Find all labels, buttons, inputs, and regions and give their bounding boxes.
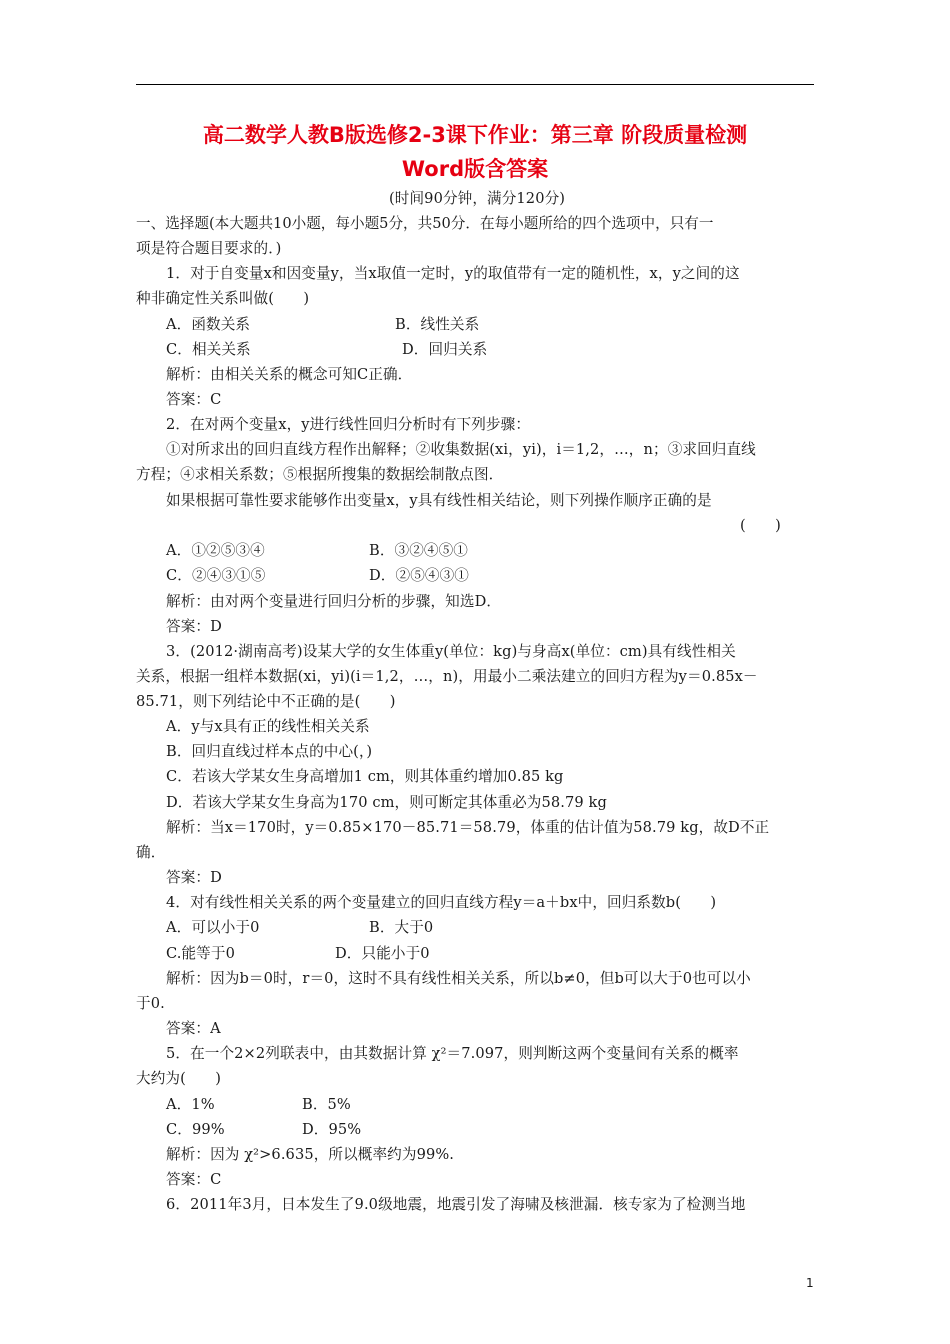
q4-option-b: B．大于0 — [369, 919, 434, 936]
page-number: 1 — [806, 1276, 814, 1290]
q5-option-a: A．1% — [166, 1096, 215, 1113]
q5-analysis: 解析：因为 χ²>6.635，所以概率约为99%. — [166, 1146, 455, 1163]
q3-answer: 答案：D — [166, 869, 222, 886]
q1-stem-line1: 1．对于自变量x和因变量y，当x取值一定时，y的取值带有一定的随机性，x，y之间的这 — [166, 265, 740, 282]
q5-option-b: B．5% — [302, 1096, 351, 1113]
section-intro-line1: 一、选择题(本大题共10小题，每小题5分，共50分．在每小题所给的四个选项中，只有一 — [136, 215, 714, 232]
q3-stem-line2: 关系，根据一组样本数据(xi，yi)(i＝1,2，…，n)，用最小二乘法建立的回归方程为y＝0.85x－ — [136, 668, 758, 685]
q4-option-a: A．可以小于0 — [166, 919, 260, 936]
q3-option-c: C．若该大学某女生身高增加1 cm，则其体重约增加0.85 kg — [166, 768, 564, 785]
q3-stem-line1: 3．(2012·湖南高考)设某大学的女生体重y(单位：kg)与身高x(单位：cm)具有线性相关 — [166, 643, 736, 660]
q2-option-d: D．②⑤④③① — [369, 567, 469, 584]
q4-analysis-line1: 解析：因为b＝0时，r＝0，这时不具有线性相关关系，所以b≠0，但b可以大于0也可以小 — [166, 970, 751, 987]
q4-analysis-line2: 于0. — [136, 995, 165, 1012]
q5-option-c: C．99% — [166, 1121, 225, 1138]
q2-stem-line2: ①对所求出的回归直线方程作出解释；②收集数据(xi，yi)，i＝1,2，…，n；③求回归直线 — [166, 441, 756, 458]
q1-option-c: C．相关关系 — [166, 341, 251, 358]
q3-option-b: B．回归直线过样本点的中心(，) — [166, 743, 373, 760]
q4-stem: 4．对有线性相关关系的两个变量建立的回归直线方程y＝a＋bx中，回归系数b( ) — [166, 894, 717, 911]
q1-analysis: 解析：由相关关系的概念可知C正确． — [166, 366, 413, 383]
q2-answer-bracket: ( ) — [740, 517, 781, 534]
q2-answer: 答案：D — [166, 618, 222, 635]
q5-stem-line1: 5．在一个2×2列联表中，由其数据计算 χ²＝7.097，则判断这两个变量间有关系的概率 — [166, 1045, 739, 1062]
q2-stem-line4: 如果根据可靠性要求能够作出变量x，y具有线性相关结论，则下列操作顺序正确的是 — [166, 492, 712, 509]
q2-analysis: 解析：由对两个变量进行回归分析的步骤，知选D． — [166, 593, 502, 610]
q1-answer: 答案：C — [166, 391, 222, 408]
q2-stem-line1: 2．在对两个变量x，y进行线性回归分析时有下列步骤： — [166, 416, 531, 433]
q2-option-b: B．③②④⑤① — [369, 542, 468, 559]
q1-option-b: B．线性关系 — [395, 316, 480, 333]
document-subtitle: Word版含答案 — [401, 157, 549, 181]
q4-option-c: C.能等于0 — [166, 945, 235, 962]
q5-option-d: D．95% — [302, 1121, 362, 1138]
q2-option-c: C．②④③①⑤ — [166, 567, 266, 584]
q3-option-d: D．若该大学某女生身高为170 cm，则可断定其体重必为58.79 kg — [166, 794, 607, 811]
q4-option-d: D．只能小于0 — [335, 945, 430, 962]
time-note: (时间90分钟，满分120分) — [389, 190, 566, 207]
q3-option-a: A．y与x具有正的线性相关关系 — [166, 718, 370, 735]
q5-answer: 答案：C — [166, 1171, 222, 1188]
q4-answer: 答案：A — [166, 1020, 221, 1037]
q1-stem-line2: 种非确定性关系叫做( ) — [136, 290, 310, 307]
top-rule — [136, 84, 814, 85]
q1-option-d: D．回归关系 — [402, 341, 488, 358]
section-intro-line2: 项是符合题目要求的．) — [136, 240, 282, 257]
q3-analysis-line2: 确． — [136, 844, 166, 861]
q3-analysis-line1: 解析：当x＝170时，y＝0.85×170－85.71＝58.79，体重的估计值为58.79 kg，故D不正 — [166, 819, 770, 836]
q3-stem-line3: 85.71，则下列结论中不正确的是( ) — [136, 693, 396, 710]
q6-stem-line1: 6．2011年3月，日本发生了9.0级地震，地震引发了海啸及核泄漏．核专家为了检测当地 — [166, 1196, 746, 1213]
document-title: 高二数学人教B版选修2-3课下作业：第三章 阶段质量检测 — [202, 123, 748, 147]
q2-stem-line3: 方程；④求相关系数；⑤根据所搜集的数据绘制散点图． — [136, 466, 504, 483]
q5-stem-line2: 大约为( ) — [136, 1070, 222, 1087]
q2-option-a: A．①②⑤③④ — [166, 542, 265, 559]
q1-option-a: A．函数关系 — [166, 316, 251, 333]
